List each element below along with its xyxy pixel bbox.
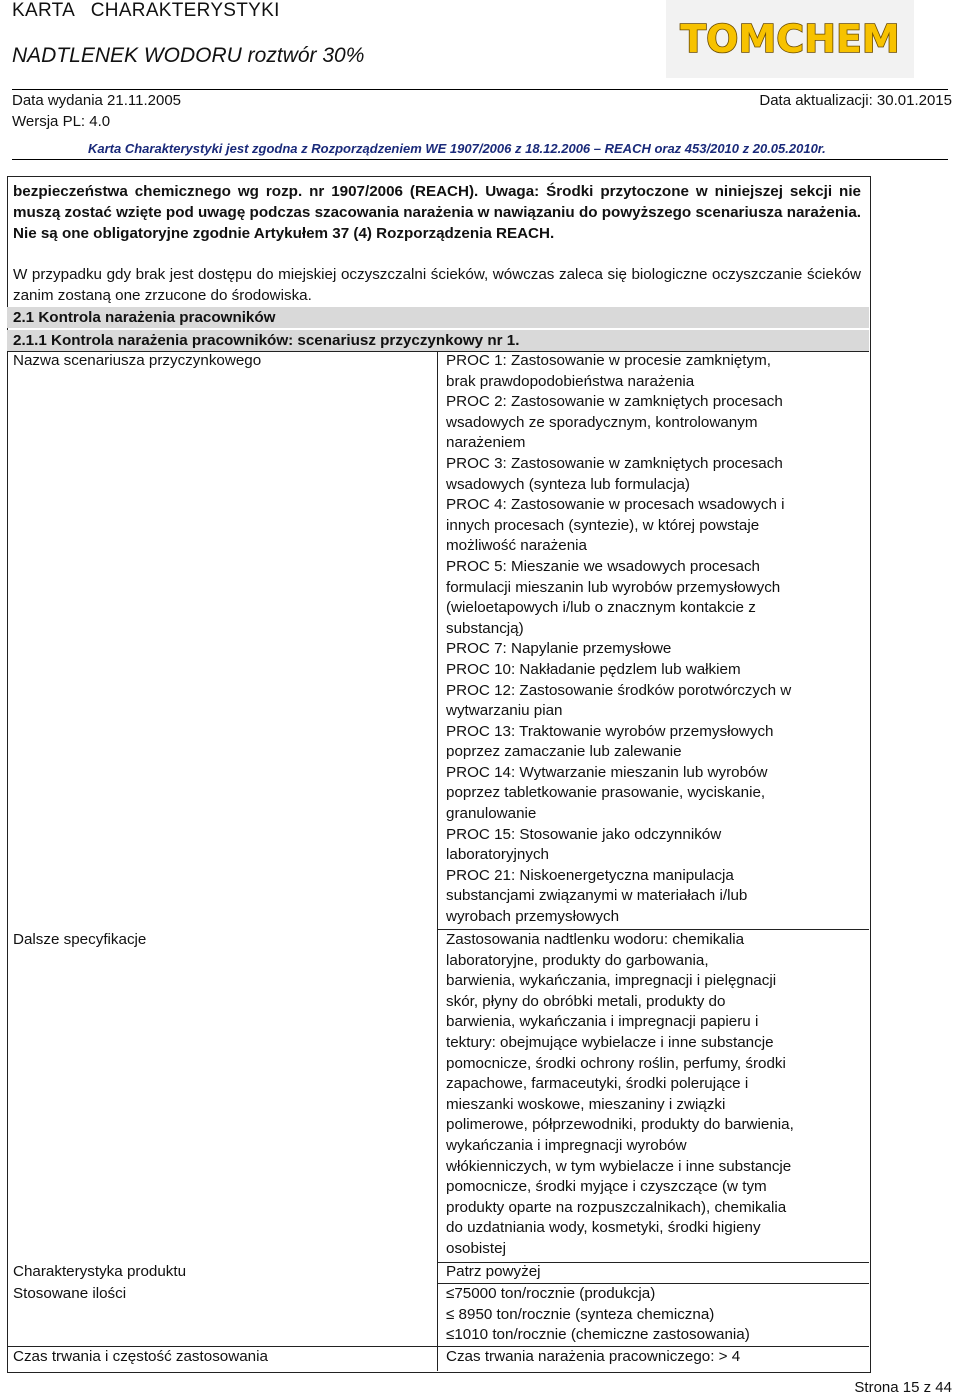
logo-text: TOMCHEM (680, 17, 900, 61)
header-divider-bottom (12, 159, 948, 160)
intro-bold-paragraph: bezpieczeństwa chemicznego wg rozp. nr 1907/2006 (REACH). Uwaga: Środki przytoczone w niniejszej sekcji nie muszą zostać wzięte pod uwagę podczas szacowania narażenia w nawiązaniu do powyższego scenariusza narażenia. Nie są one obligatoryjne zgodnie Artykułem 37 (4) Rozporządzenia REACH. (13, 183, 861, 242)
proc-line: PROC 1: Zastosowanie w procesie zamkniętym, (446, 352, 771, 369)
spec-line: pomocnicze, środki myjące i czyszczące (w tym (446, 1178, 767, 1196)
section-title: 2.1.1 Kontrola narażenia pracowników: scenariusz przyczynkowy nr 1. (13, 332, 520, 349)
proc-line: laboratoryjnych (446, 846, 549, 864)
quantity-value (446, 1284, 866, 1346)
proc-line: możliwość narażenia (446, 537, 587, 555)
proc-line: PROC 21: Niskoenergetyczna manipulacja (446, 866, 734, 884)
scenario-label: Nazwa scenariusza przyczynkowego (13, 352, 262, 369)
product-label: Charakterystyka produktu (13, 1263, 187, 1280)
quantity-label: Stosowane ilości (13, 1285, 127, 1302)
tomchem-logo (666, 0, 914, 78)
proc-line: substancją) (446, 619, 524, 637)
section-heading-2-1 (7, 307, 869, 328)
proc-line: poprzez zamaczanie lub zalewanie (446, 743, 682, 761)
proc-line: wsadowych (synteza lub formulacja) (446, 475, 690, 493)
proc-line: PROC 12: Zastosowanie środków porotwórczych w (446, 681, 792, 699)
spec-line: laboratoryjne, produkty do garbowania, (446, 951, 709, 969)
duration-label: Czas trwania i częstość zastosowania (13, 1348, 268, 1365)
section-heading-2-1-1 (7, 330, 869, 351)
further-spec-label: Dalsze specyfikacje (13, 931, 147, 948)
proc-line: poprzez tabletkowanie prasowanie, wyciskanie, (446, 784, 766, 802)
proc-line: wsadowych ze sporadycznym, kontrolowanym (446, 413, 758, 431)
proc-line: wyrobach przemysłowych (446, 908, 620, 926)
proc-line: PROC 5: Mieszanie we wsadowych procesach (446, 557, 761, 575)
proc-line: brak prawdopodobieństwa narażenia (446, 372, 695, 390)
version: Wersja PL: 4.0 (12, 113, 111, 130)
proc-line: PROC 7: Napylanie przemysłowe (446, 640, 672, 658)
spec-line: do uzdatniania wody, kosmetyki, środki higieny (446, 1219, 761, 1237)
proc-line: PROC 13: Traktowanie wyrobów przemysłowych (446, 722, 774, 740)
spec-line: Zastosowania nadtlenku wodoru: chemikalia (446, 931, 745, 948)
spec-line: polimerowe, półprzewodniki, produkty do barwienia, (446, 1116, 794, 1134)
section-title: 2.1 Kontrola narażenia pracowników (13, 309, 276, 326)
quantity-line: ≤75000 ton/rocznie (produkcja) (446, 1285, 656, 1302)
product-value: Patrz powyżej (446, 1263, 541, 1280)
issue-date: Data wydania 21.11.2005 (12, 92, 182, 109)
spec-line: mieszanki woskowe, mieszaniny i związki (446, 1095, 726, 1113)
proc-line: wytwarzaniu pian (446, 702, 563, 720)
proc-line: (wieloetapowych i/lub o znacznym kontakcie z (446, 599, 756, 617)
duration-value: Czas trwania narażenia pracowniczego: > 4 (446, 1348, 741, 1365)
spec-line: produkty oparte na rozpuszczalnikach), chemikalia (446, 1198, 787, 1216)
scenario-value (446, 351, 866, 928)
proc-line: narażeniem (446, 434, 526, 452)
document-title: KARTA CHARAKTERYSTYKI (12, 0, 280, 21)
spec-line: pomocnicze, środki ochrony roślin, perfumy, środki (446, 1054, 786, 1072)
proc-line: PROC 3: Zastosowanie w zamkniętych procesach (446, 454, 783, 472)
product-name: NADTLENEK WODORU roztwór 30% (12, 44, 365, 67)
page-number: Strona 15 z 44 (854, 1379, 952, 1396)
column-divider (437, 351, 438, 1371)
spec-line: barwienia, wykańczania, impregnacji i pielęgnacji (446, 972, 777, 990)
proc-line: PROC 2: Zastosowanie w zamkniętych procesach (446, 393, 783, 411)
spec-line: osobistej (446, 1239, 506, 1257)
intro-paragraph: W przypadku gdy brak jest dostępu do miejskiej oczyszczalni ścieków, wówczas zaleca się biologiczne oczyszczanie ścieków zanim zostaną one zrzucone do środowiska. (13, 266, 861, 304)
proc-line: formulacji mieszanin lub wyrobów przemysłowych (446, 578, 781, 596)
proc-line: substancjami związanymi w materiałach i/lub (446, 887, 748, 905)
further-spec-value (446, 930, 866, 1260)
proc-line: PROC 14: Wytwarzanie mieszanin lub wyrobów (446, 763, 768, 781)
spec-line: skór, płyny do obróbki metali, produkty do (446, 992, 726, 1010)
spec-line: włókienniczych, w tym wybielacze i inne substancje (446, 1157, 792, 1175)
spec-line: zapachowe, farmaceutyki, środki polerujące i (446, 1075, 749, 1093)
spec-line: tektury: obejmujące wybielacze i inne substancje (446, 1033, 774, 1051)
proc-line: PROC 4: Zastosowanie w procesach wsadowych i (446, 496, 785, 514)
update-date: Data aktualizacji: 30.01.2015 (759, 92, 952, 109)
header-divider (12, 89, 948, 90)
spec-line: wykańczania i impregnacji wyrobów (446, 1136, 687, 1154)
proc-line: granulowanie (446, 805, 537, 823)
regulation-note: Karta Charakterystyki jest zgodna z Rozporządzeniem WE 1907/2006 z 18.12.2006 – REACH oraz 453/2010 z 20.05.2010r. (88, 141, 826, 156)
proc-line: PROC 10: Nakładanie pędzlem lub wałkiem (446, 660, 741, 678)
spec-line: barwienia, wykańczania i impregnacji papieru i (446, 1013, 759, 1031)
quantity-line: ≤1010 ton/rocznie (chemiczne zastosowania) (446, 1326, 750, 1344)
quantity-line: ≤ 8950 ton/rocznie (synteza chemiczna) (446, 1305, 715, 1323)
proc-line: innych procesach (syntezie), w której powstaje (446, 516, 760, 534)
proc-line: PROC 15: Stosowanie jako odczynników (446, 825, 722, 843)
